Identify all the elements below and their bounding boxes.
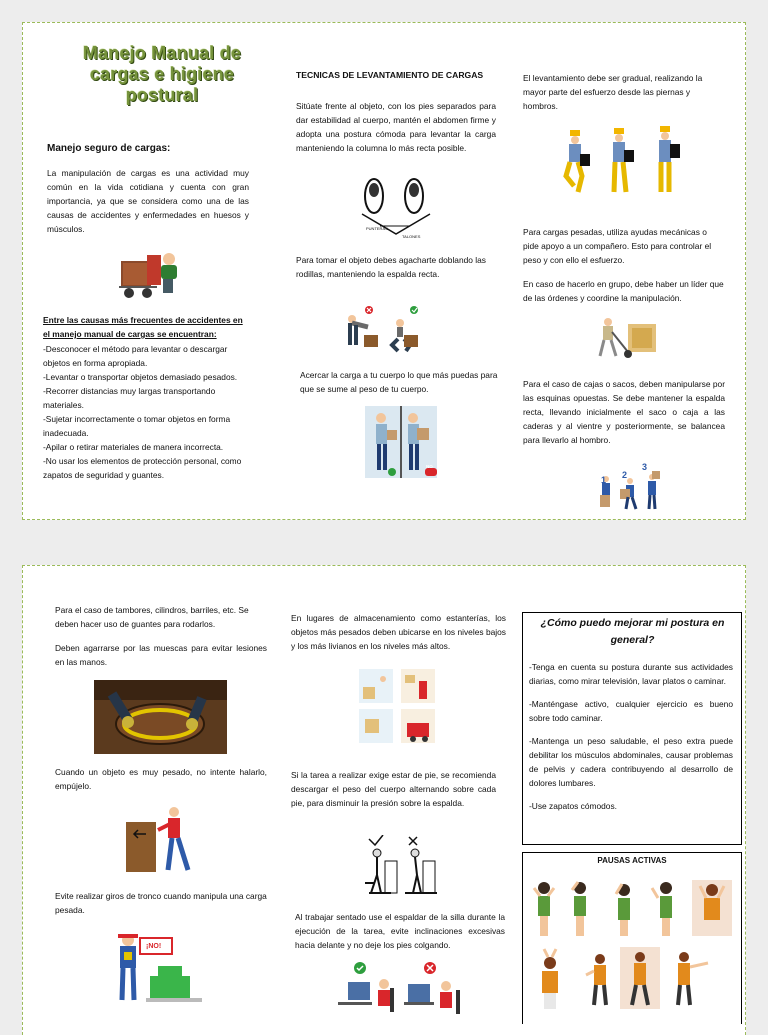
brochure-title: Manejo Manual de cargas e higiene postural (82, 43, 242, 105)
lifting-step-2-text: Para tomar el objeto debes agacharte doblando las rodillas, manteniendo la espalda recta. (296, 255, 486, 279)
step-number: 1 (601, 475, 607, 485)
cause-item: -Levantar o transportar objetos demasiado pesados. (43, 372, 238, 382)
stretching-row-1-illustration (528, 878, 734, 938)
storage-levels-text: En lugares de almacenamiento como estanterías, los objetos más pesados deben ubicarse en los niveles bajos y los más livianos en los niveles más altos. (291, 613, 506, 651)
cause-item: -Recorrer distancias muy largas transportando materiales. (43, 386, 216, 410)
causes-heading: Entre las causas más frecuentes de accidentes en el manejo manual de cargas se encuentran: (43, 315, 243, 339)
posture-tip: -Use zapatos cómodos. (529, 801, 617, 811)
posture-tips-list (529, 660, 733, 813)
lifting-step-1-text: Sitúate frente al objeto, con los pies separados para dar estabilidad al cuerpo, mantén el abdomen firme y adopta una postura cómoda para levantar la carga manteniendo la columna lo más recta posible. (296, 101, 496, 153)
lifting-techniques-heading: TECNICAS DE LEVANTAMIENTO DE CARGAS (296, 70, 484, 80)
posture-tip: -Manténgase activo, cualquier ejercicio es bueno sobre todo caminar. (529, 699, 733, 723)
intro-paragraph: La manipulación de cargas es una actividad muy común en la vida cotidiana y cuenta con gran importancia, ya que se considera como una de las causas de accidentes y enfermedades en huesos y músculos. (47, 168, 249, 234)
sitting-posture-illustration (338, 962, 464, 1024)
heavy-loads-text: Para cargas pesadas, utiliza ayudas mecánicas o pide apoyo a un compañero. Esto para controlar el peso y con ello el esfuerzo. (523, 227, 712, 265)
cause-item: -Apilar o retirar materiales de manera incorrecta. (43, 442, 224, 452)
bend-knees-illustration (342, 305, 426, 359)
gradual-lifting-text: El levantamiento debe ser gradual, realizando la mayor parte del esfuerzo desde las piernas y hombros. (523, 73, 703, 111)
cause-item: -Sujetar incorrectamente o tomar objetos en forma inadecuada. (43, 414, 231, 438)
safe-handling-subtitle: Manejo seguro de cargas: (47, 143, 171, 154)
feet-label-heels: TALONES (402, 234, 421, 239)
shelving-illustration (357, 667, 437, 745)
box-shoulder-steps-illustration (596, 463, 660, 513)
cause-item: -Desconocer el método para levantar o descargar objetos en forma apropiada. (43, 344, 228, 368)
worker-cart-illustration (117, 247, 189, 301)
push-not-pull-text: Cuando un objeto es muy pesado, no intente halarlo, empújelo. (55, 767, 267, 791)
boxes-sacks-text: Para el caso de cajas o sacos, deben manipularse por las esquinas opuestas. Se debe mantener la espalda recta, llevando inicialmente el saco o caja a las caderas y al vientre y posteriormente, se balancea para llevarlo al hombro. (523, 379, 725, 445)
lifting-step-3-text: Acercar la carga a tu cuerpo lo que más puedas para que se sume al peso de tu cuerpo. (300, 370, 498, 394)
no-sign-text: ¡NO! (146, 943, 162, 950)
hand-truck-illustration (598, 316, 660, 360)
drum-gloves-photo (94, 680, 227, 754)
grip-notches-text: Deben agarrarse por las muescas para evitar lesiones en las manos. (55, 643, 267, 667)
drums-gloves-text: Para el caso de tambores, cilindros, barriles, etc. Se deben hacer uso de guantes para rodarlos. (55, 605, 249, 629)
standing-tip-text: Si la tarea a realizar exige estar de pie, se recomienda descargar el peso del cuerpo alternando sobre cada pie, para disminuir la presión sobre la espalda. (291, 770, 496, 808)
step-number: 3 (642, 462, 648, 472)
posture-tip: -Tenga en cuenta su postura durante sus actividades diarias, como mirar televisión, lavar platos o caminar. (529, 662, 733, 686)
active-breaks-title: PAUSAS ACTIVAS (597, 856, 667, 865)
push-box-illustration (124, 804, 198, 874)
cause-item: -No usar los elementos de protección personal, como zapatos de seguridad y guantes. (43, 456, 242, 480)
twisting-warning-illustration (110, 930, 210, 1008)
posture-tips-title: ¿Cómo puedo mejorar mi postura en general? (540, 617, 725, 646)
feet-label-toes: PUNTERAS (366, 226, 388, 231)
no-label: NO (426, 464, 433, 469)
sitting-tip-text: Al trabajar sentado use el espaldar de la silla durante la ejecución de la tarea, evite inclinaciones excesivas hacia delante y no deje los pies colgando. (295, 912, 505, 950)
step-number: 2 (622, 470, 628, 480)
group-lifting-text: En caso de hacerlo en grupo, debe haber un líder que de las órdenes y coordine la manipulación. (523, 279, 724, 303)
posture-tip: -Mantenga un peso saludable, el peso extra puede debilitar los músculos abdominales, causar problemas de pelvis y cadera contribuyendo al desarrollo de dolores lumbares. (529, 736, 733, 788)
lifting-sequence-illustration (562, 124, 686, 196)
standing-posture-illustration (361, 835, 437, 897)
avoid-twisting-text: Evite realizar giros de tronco cuando manipula una carga pesada. (55, 891, 267, 915)
stretching-row-2-illustration (528, 945, 734, 1011)
causes-list (43, 342, 251, 482)
